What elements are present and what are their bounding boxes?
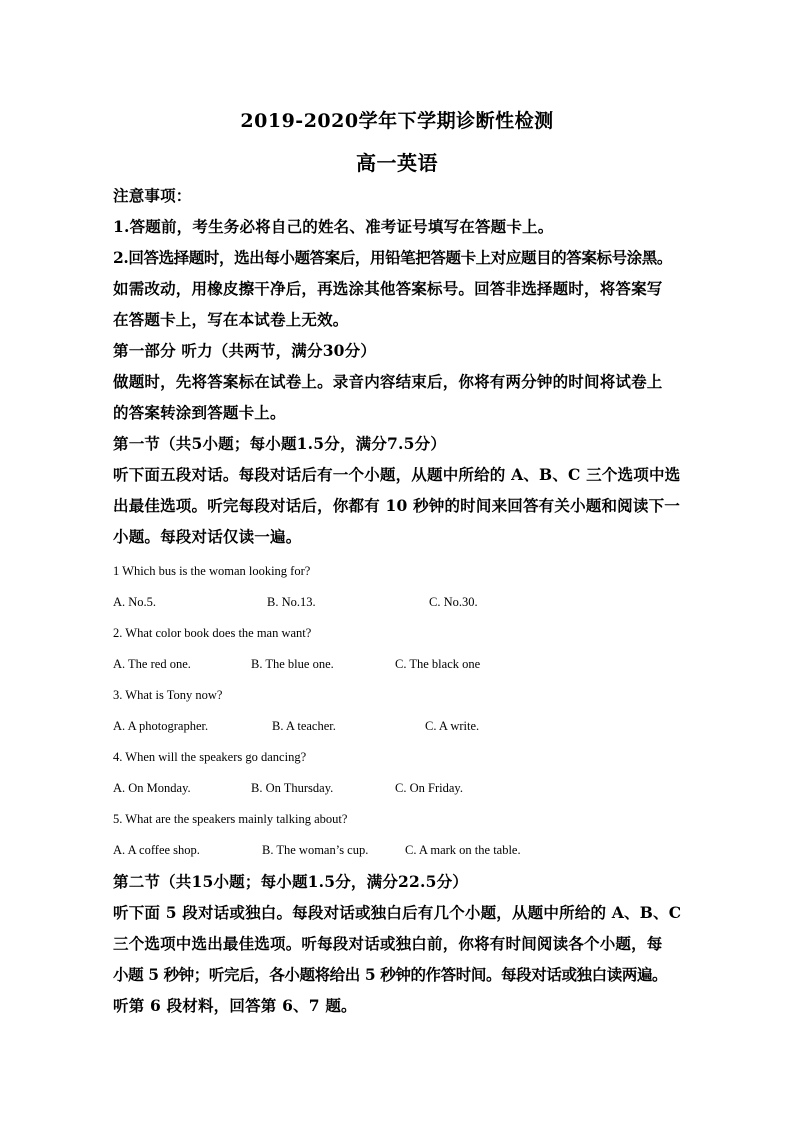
notice-item-2b: 如需改动，用橡皮擦干净后，再选涂其他答案标号。回答非选择题时，将答案写 xyxy=(113,279,663,298)
option-a: A. No.5. xyxy=(113,595,157,609)
question-1-options xyxy=(113,587,688,618)
option-b: B. The blue one. xyxy=(251,657,334,671)
option-c: C. On Friday. xyxy=(395,781,463,795)
question-5-options xyxy=(113,835,688,866)
section2-desc-4: 听第 6 段材料，回答第 6、7 题。 xyxy=(113,996,357,1015)
notice-heading: 注意事项： xyxy=(113,186,192,205)
part1-desc-1: 做题时，先将答案标在试卷上。录音内容结束后，你将有两分钟的时间将试卷上 xyxy=(113,372,663,391)
question-2-options xyxy=(113,649,688,680)
section1-desc-1: 听下面五段对话。每段对话后有一个小题，从题中所给的 A、B、C 三个选项中选 xyxy=(113,465,681,484)
option-b: B. A teacher. xyxy=(272,719,336,733)
section1-desc-2: 出最佳选项。听完每段对话后，你都有 10 秒钟的时间来回答有关小题和阅读下一 xyxy=(113,496,680,515)
notice-item-2c: 在答题卡上，写在本试卷上无效。 xyxy=(113,310,349,329)
option-a: A. The red one. xyxy=(113,657,191,671)
option-c: C. A write. xyxy=(425,719,480,733)
question-4-options xyxy=(113,773,688,804)
notice-item-1: 1.答题前，考生务必将自己的姓名、准考证号填写在答题卡上。 xyxy=(113,217,554,236)
option-a: A. A photographer. xyxy=(113,719,209,733)
section2-desc-1: 听下面 5 段对话或独白。每段对话或独白后有几个小题，从题中所给的 A、B、C xyxy=(113,903,682,922)
section2-heading: 第二节（共15小题；每小题1.5分，满分22.5分） xyxy=(113,872,468,891)
option-a: A. A coffee shop. xyxy=(113,843,200,857)
page-title: 2019-2020学年下学期诊断性检测 xyxy=(240,110,554,132)
option-a: A. On Monday. xyxy=(113,781,191,795)
option-c: C. No.30. xyxy=(429,595,478,609)
option-b: B. The woman’s cup. xyxy=(262,843,369,857)
question-3-options xyxy=(113,711,688,742)
section2-desc-2: 三个选项中选出最佳选项。听每段对话或独白前，你将有时间阅读各个小题，每 xyxy=(113,934,663,953)
option-b: B. On Thursday. xyxy=(251,781,334,795)
option-c: C. A mark on the table. xyxy=(405,843,521,857)
question-5: 5. What are the speakers mainly talking about? xyxy=(113,812,348,826)
question-4: 4. When will the speakers go dancing? xyxy=(113,750,307,764)
question-1: 1 Which bus is the woman looking for? xyxy=(113,564,311,578)
exam-body xyxy=(113,180,688,1021)
page-subtitle: 高一英语 xyxy=(356,151,438,175)
section1-desc-3: 小题。每段对话仅读一遍。 xyxy=(113,527,302,546)
option-c: C. The black one xyxy=(395,657,481,671)
part1-desc-2: 的答案转涂到答题卡上。 xyxy=(113,403,286,422)
question-3: 3. What is Tony now? xyxy=(113,688,223,702)
notice-item-2a: 2.回答选择题时，选出每小题答案后，用铅笔把答题卡上对应题目的答案标号涂黑。 xyxy=(113,248,672,267)
section1-heading: 第一节（共5小题；每小题1.5分，满分7.5分） xyxy=(113,434,447,453)
question-list xyxy=(113,556,688,866)
question-2: 2. What color book does the man want? xyxy=(113,626,312,640)
section2-desc-3: 小题 5 秒钟；听完后，各小题将给出 5 秒钟的作答时间。每段对话或独白读两遍。 xyxy=(113,965,668,984)
option-b: B. No.13. xyxy=(267,595,316,609)
part1-heading: 第一部分 听力（共两节，满分30分） xyxy=(113,341,377,360)
